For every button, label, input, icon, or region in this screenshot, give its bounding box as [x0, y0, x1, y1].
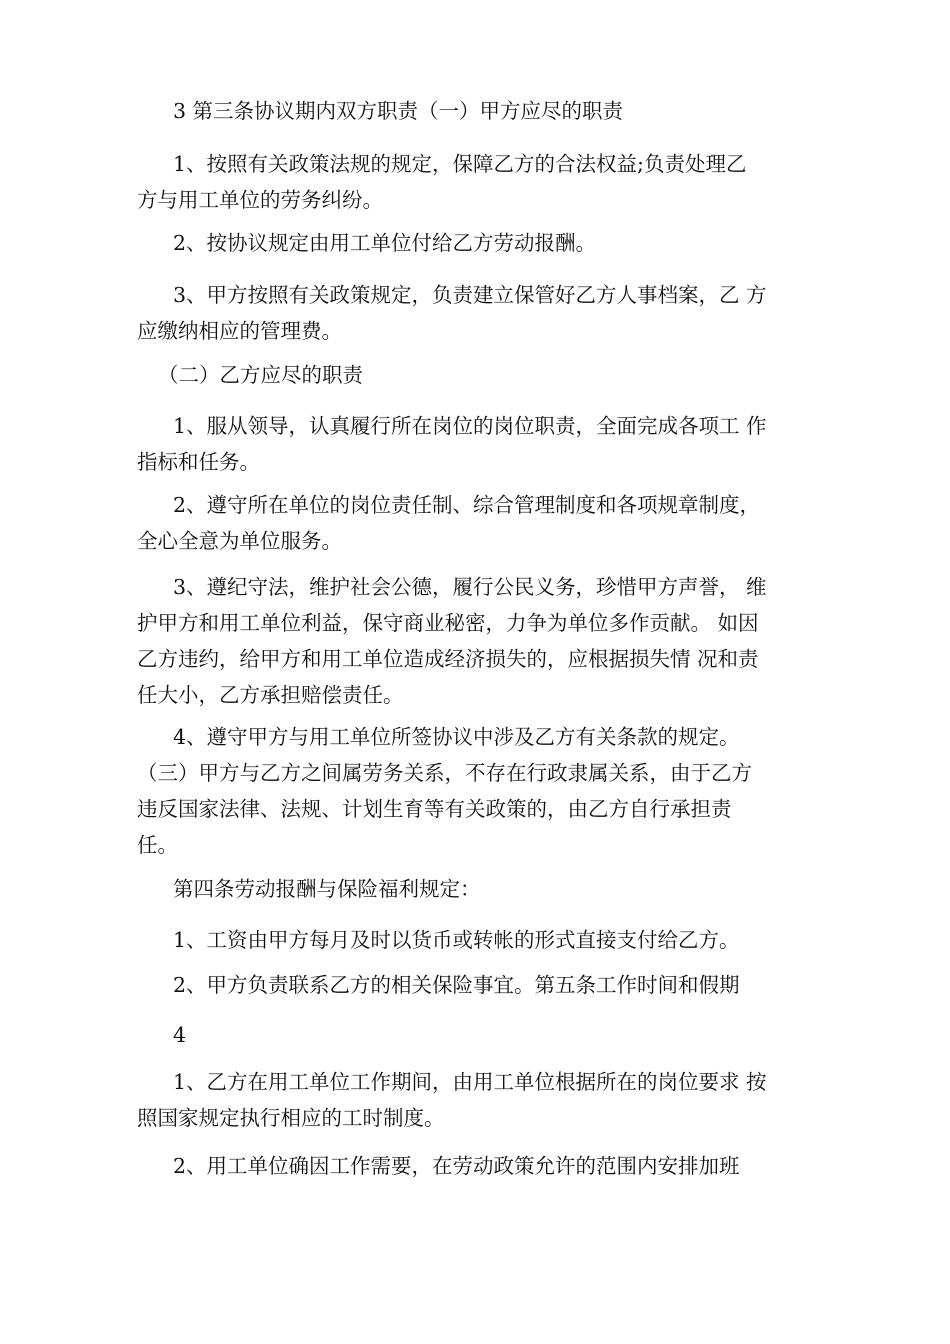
paragraph-line: 全心全意为单位服务。	[137, 529, 342, 553]
paragraph-line: 2、用工单位确因工作需要，在劳动政策允许的范围内安排加班	[173, 1154, 740, 1178]
paragraph-line: 2、遵守所在单位的岗位责任制、综合管理制度和各项规章制度，	[173, 493, 761, 517]
paragraph-line: 2、甲方负责联系乙方的相关保险事宜。第五条工作时间和假期	[173, 973, 740, 997]
paragraph-line: 1、工资由甲方每月及时以货币或转帐的形式直接支付给乙方。	[173, 928, 740, 952]
paragraph-line: 乙方违约，给甲方和用工单位造成经济损失的，应根据损失情 况和责	[137, 647, 759, 671]
paragraph-line: 3、甲方按照有关政策规定，负责建立保管好乙方人事档案，乙 方	[173, 283, 767, 307]
article-3-heading: 3 第三条协议期内双方职责（一）甲方应尽的职责	[173, 99, 624, 123]
paragraph-line: 1、按照有关政策法规的规定，保障乙方的合法权益;负责处理乙	[173, 152, 747, 176]
paragraph-line: 3、遵纪守法，维护社会公德，履行公民义务，珍惜甲方声誉， 维	[173, 575, 767, 599]
paragraph-line: 1、乙方在用工单位工作期间，由用工单位根据所在的岗位要求 按	[173, 1070, 767, 1094]
paragraph-line: 2、按协议规定由用工单位付给乙方劳动报酬。	[173, 231, 597, 255]
paragraph-line: 护甲方和用工单位利益，保守商业秘密，力争为单位多作贡献。 如因	[137, 611, 759, 635]
article-4-heading: 第四条劳动报酬与保险福利规定：	[173, 877, 481, 901]
section-heading: （二）乙方应尽的职责	[158, 363, 363, 387]
page-number: 4	[173, 1023, 187, 1047]
paragraph-line: 违反国家法律、法规、计划生育等有关政策的，由乙方自行承担责	[137, 797, 732, 821]
paragraph-line: 照国家规定执行相应的工时制度。	[137, 1106, 445, 1130]
paragraph-line: 任大小，乙方承担赔偿责任。	[137, 683, 404, 707]
paragraph-line: 应缴纳相应的管理费。	[137, 319, 342, 343]
paragraph-line: 方与用工单位的劳务纠纷。	[137, 188, 383, 212]
paragraph-line: 任。	[137, 833, 178, 857]
paragraph-line: 指标和任务。	[137, 450, 260, 474]
paragraph-line: 4、遵守甲方与用工单位所签协议中涉及乙方有关条款的规定。	[173, 725, 740, 749]
paragraph-line: （三）甲方与乙方之间属劳务关系，不存在行政隶属关系，由于乙方	[137, 761, 752, 785]
paragraph-line: 1、服从领导，认真履行所在岗位的岗位职责，全面完成各项工 作	[173, 414, 767, 438]
